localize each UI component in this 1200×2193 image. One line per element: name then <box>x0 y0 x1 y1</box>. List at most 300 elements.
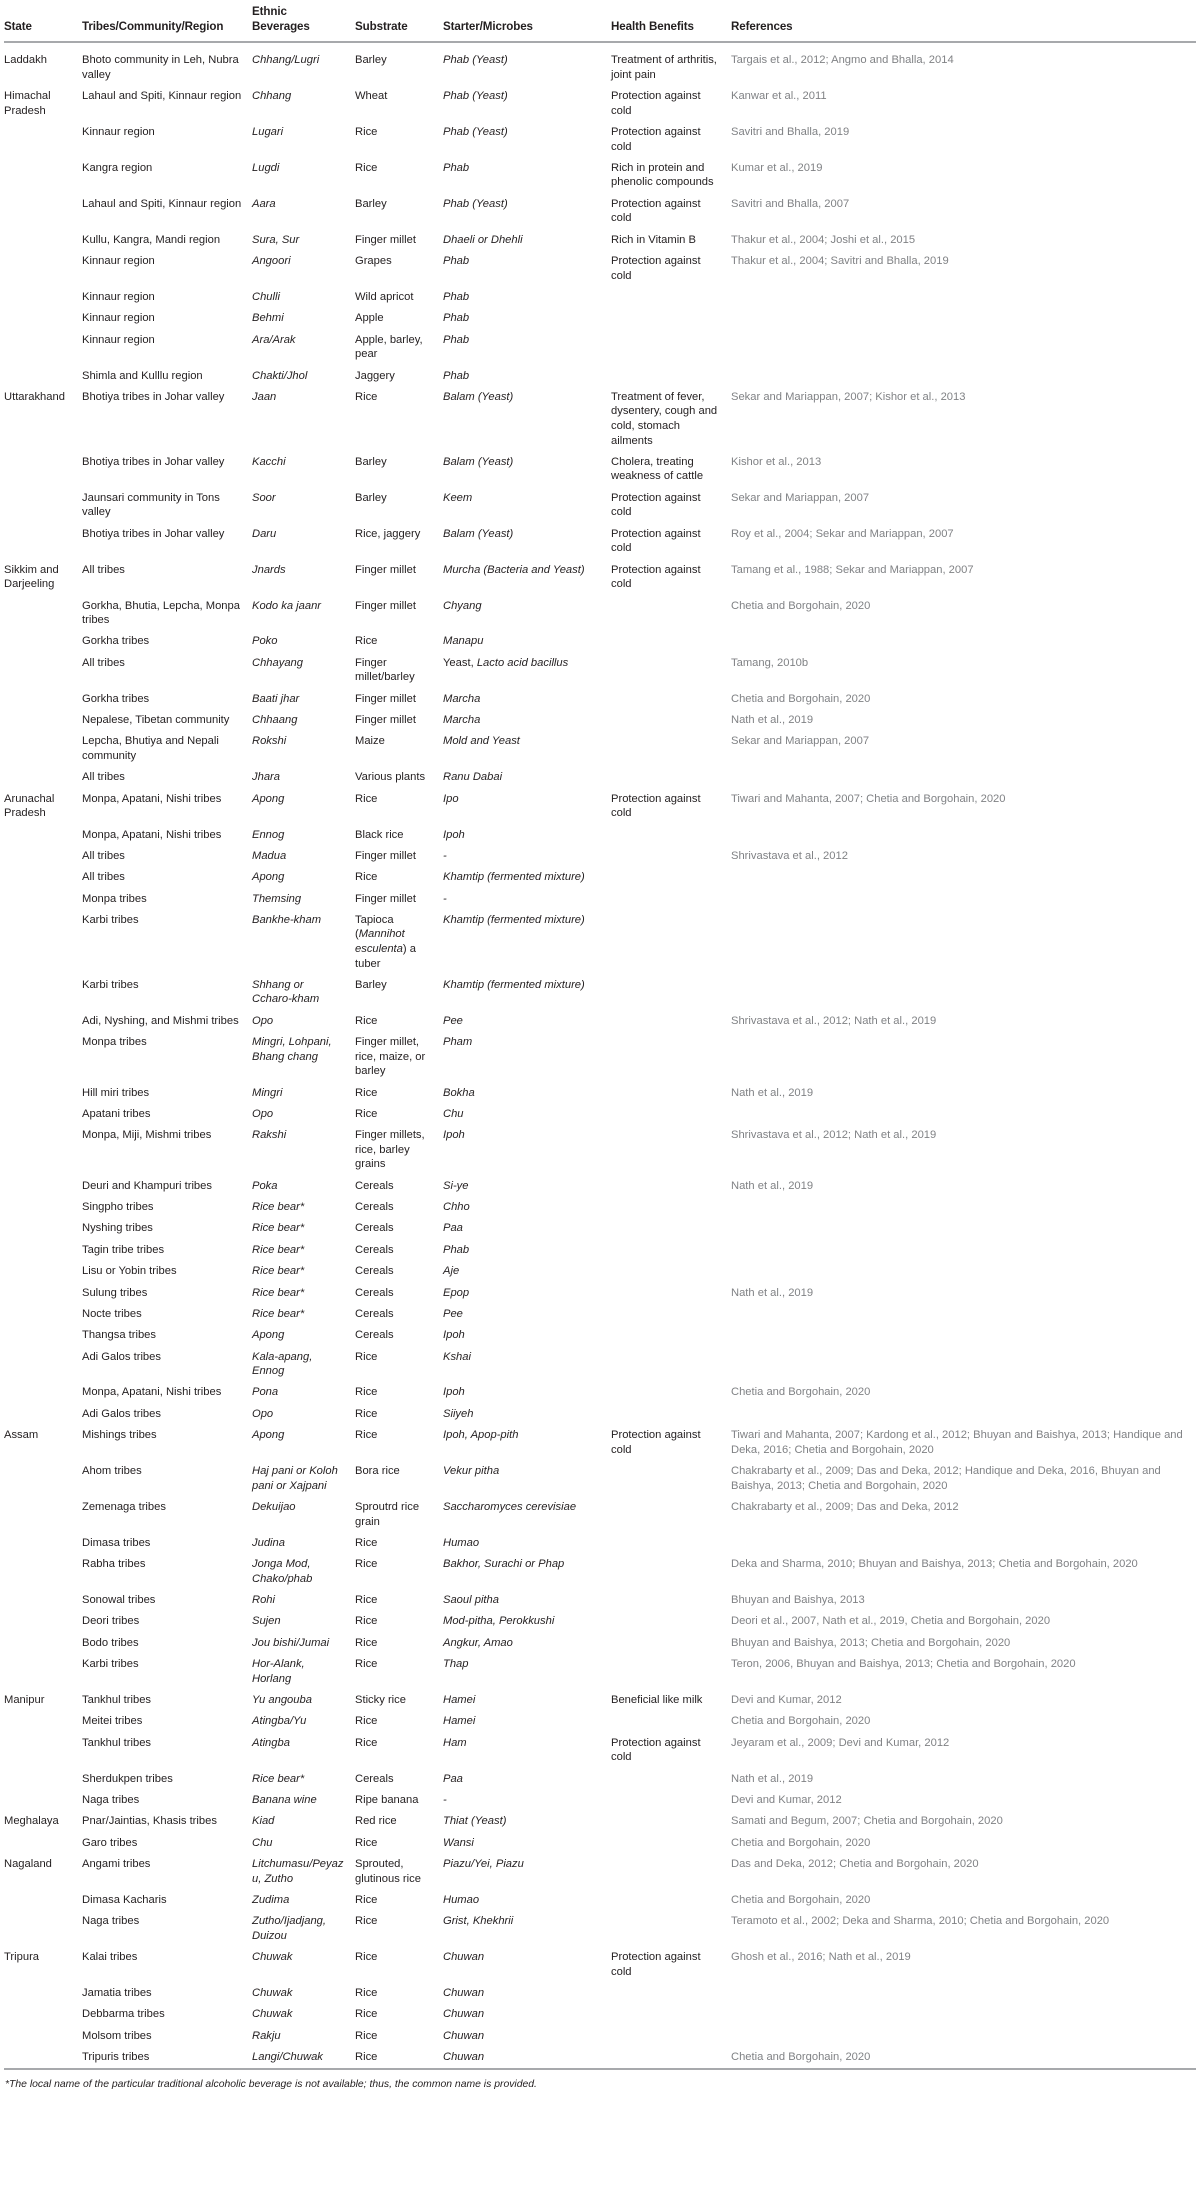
cell-state <box>4 1554 82 1590</box>
column-header-state: State <box>4 0 82 42</box>
cell-beverage: Jnards <box>252 563 286 576</box>
cell-starter: Siiyeh <box>443 1407 474 1420</box>
cell-starter: Chuwan <box>443 1987 485 2000</box>
column-header-beverages: Ethnic Beverages <box>252 0 355 42</box>
cell-tribe: Jamatia tribes <box>82 1987 152 2000</box>
table-row <box>4 1197 1196 1218</box>
cell-beverage: Rohi <box>252 1594 276 1607</box>
cell-health: Rich in protein and phenolic compounds <box>611 161 714 189</box>
cell-reference: Tiwari and Mahanta, 2007; Chetia and Borgohain, 2020 <box>731 792 1006 805</box>
cell-substrate: Sproutrd rice grain <box>355 1500 420 1528</box>
cell-substrate: Apple, barley, pear <box>355 333 423 361</box>
cell-substrate: Rice <box>355 125 378 138</box>
cell-health <box>611 1082 731 1103</box>
cell-tribe: Meitei tribes <box>82 1715 143 1728</box>
cell-beverage: Kodo ka jaanr <box>252 599 322 612</box>
cell-state: Arunachal Pradesh <box>4 792 55 820</box>
cell-state <box>4 688 82 709</box>
cell-starter: Dhaeli or Dhehli <box>443 233 523 246</box>
cell-beverage: Chakti/Jhol <box>252 369 308 382</box>
cell-tribe: Kinnaur region <box>82 312 155 325</box>
cell-starter: Balam (Yeast) <box>443 455 514 468</box>
cell-tribe: Karbi tribes <box>82 978 139 991</box>
cell-substrate: Cereals <box>355 1286 394 1299</box>
cell-starter: Phab <box>443 255 470 267</box>
cell-reference: Tamang et al., 1988; Sekar and Mariappan, 2007 <box>731 563 974 576</box>
table-row <box>4 1125 1196 1175</box>
cell-health: Protection against cold <box>611 527 701 555</box>
table-row <box>4 731 1196 767</box>
cell-substrate: Rice <box>355 1558 378 1571</box>
cell-tribe: Mishings tribes <box>82 1429 157 1442</box>
cell-substrate: Barley <box>355 455 387 468</box>
cell-reference <box>731 1218 1196 1239</box>
cell-health <box>611 1346 731 1382</box>
cell-starter: Phab (Yeast) <box>443 197 508 210</box>
cell-starter: Hamei <box>443 1694 476 1707</box>
cell-tribe: Nocte tribes <box>82 1307 142 1320</box>
cell-state <box>4 1732 82 1768</box>
cell-reference: Shrivastava et al., 2012 <box>731 849 848 862</box>
cell-health <box>611 710 731 731</box>
cell-state <box>4 631 82 652</box>
cell-starter: Phab (Yeast) <box>443 90 508 103</box>
cell-tribe: Pnar/Jaintias, Khasis tribes <box>82 1815 217 1828</box>
cell-state <box>4 523 82 559</box>
cell-substrate: Apple <box>355 312 384 325</box>
cell-health <box>611 1554 731 1590</box>
cell-substrate: Rice <box>355 1594 378 1607</box>
cell-starter: Paa <box>443 1772 463 1785</box>
cell-starter: Chuwan <box>443 1951 485 1964</box>
cell-starter: Phab <box>443 290 470 303</box>
cell-beverage: Rice bear* <box>252 1286 305 1299</box>
cell-health: Protection against cold <box>611 125 701 153</box>
cell-state <box>4 1303 82 1324</box>
cell-tribe: Tankhul tribes <box>82 1736 152 1749</box>
cell-tribe: Tripuris tribes <box>82 2051 150 2064</box>
table-row <box>4 2004 1196 2025</box>
cell-tribe: Dimasa tribes <box>82 1536 151 1549</box>
cell-substrate: Rice <box>355 1836 378 1849</box>
cell-starter: Pee <box>443 1014 463 1027</box>
table-row <box>4 1261 1196 1282</box>
cell-health <box>611 1218 731 1239</box>
cell-health <box>611 767 731 788</box>
cell-substrate: Jaggery <box>355 369 395 382</box>
cell-reference <box>731 975 1196 1011</box>
cell-state <box>4 1239 82 1260</box>
cell-tribe: Debbarma tribes <box>82 2008 165 2021</box>
cell-substrate: Ripe banana <box>355 1793 419 1806</box>
cell-reference: Bhuyan and Baishya, 2013; Chetia and Borgohain, 2020 <box>731 1636 1011 1649</box>
cell-starter: Thap <box>443 1658 469 1671</box>
cell-health <box>611 1832 731 1853</box>
cell-starter: Ipoh <box>443 828 465 841</box>
cell-reference: Shrivastava et al., 2012; Nath et al., 2019 <box>731 1014 937 1027</box>
table-row <box>4 867 1196 888</box>
table-row <box>4 1611 1196 1632</box>
table-row <box>4 845 1196 866</box>
cell-health <box>611 365 731 386</box>
cell-beverage: Zutho/Ijadjang, Duizou <box>252 1915 327 1942</box>
cell-reference: Roy et al., 2004; Sekar and Mariappan, 2007 <box>731 527 954 540</box>
cell-state <box>4 1790 82 1811</box>
cell-beverage: Rakshi <box>252 1129 287 1142</box>
cell-starter: Chu <box>443 1107 464 1120</box>
table-row <box>4 1890 1196 1911</box>
cell-state: Himachal Pradesh <box>4 90 51 117</box>
cell-substrate: Rice <box>355 1615 378 1628</box>
table-row <box>4 1811 1196 1832</box>
cell-reference: Chetia and Borgohain, 2020 <box>731 692 871 705</box>
cell-tribe: Kalai tribes <box>82 1951 138 1964</box>
table-row <box>4 42 1196 86</box>
column-header-references: References <box>731 0 1196 42</box>
cell-starter: Hamei <box>443 1715 476 1728</box>
cell-health <box>611 1325 731 1346</box>
cell-state <box>4 365 82 386</box>
table-row <box>4 652 1196 688</box>
cell-starter: Pham <box>443 1036 473 1049</box>
cell-reference: Chakrabarty et al., 2009; Das and Deka, 2012; Handique and Deka, 2016, Bhuyan and Baishya, 2013; Chetia and Borgohain, 2020 <box>731 1465 1161 1492</box>
cell-substrate: Rice <box>355 1429 378 1442</box>
cell-substrate: Cereals <box>355 1243 394 1256</box>
cell-beverage: Mingri, Lohpani, Bhang chang <box>252 1036 332 1063</box>
table-row <box>4 1832 1196 1853</box>
cell-starter: Phab <box>443 1243 470 1256</box>
cell-reference <box>731 2004 1196 2025</box>
cell-substrate: Finger millet <box>355 599 416 612</box>
cell-state <box>4 157 82 193</box>
cell-beverage: Zudima <box>252 1893 290 1906</box>
cell-reference: Chetia and Borgohain, 2020 <box>731 2051 871 2064</box>
cell-state <box>4 122 82 158</box>
cell-beverage: Kala-apang, Ennog <box>252 1350 313 1378</box>
cell-starter: Chuwan <box>443 2029 485 2042</box>
cell-health <box>611 1239 731 1260</box>
cell-substrate: Cereals <box>355 1265 394 1278</box>
cell-reference: Nath et al., 2019 <box>731 1179 814 1192</box>
cell-health <box>611 2004 731 2025</box>
cell-beverage: Atingba/Yu <box>252 1715 307 1728</box>
cell-tribe: Karbi tribes <box>82 1658 139 1671</box>
cell-starter: Thiat (Yeast) <box>443 1815 507 1828</box>
cell-reference <box>731 365 1196 386</box>
cell-state <box>4 1461 82 1497</box>
column-header-tribes: Tribes/Community/Region <box>82 0 252 42</box>
cell-health <box>611 1532 731 1553</box>
cell-starter: Phab (Yeast) <box>443 54 508 67</box>
table-row <box>4 631 1196 652</box>
cell-health <box>611 1590 731 1611</box>
cell-beverage: Apong <box>252 871 285 884</box>
cell-tribe: Lisu or Yobin tribes <box>82 1265 177 1278</box>
cell-health <box>611 1890 731 1911</box>
cell-tribe: Zemenaga tribes <box>82 1500 166 1513</box>
cell-state <box>4 1010 82 1031</box>
table-row <box>4 595 1196 631</box>
cell-tribe: Kullu, Kangra, Mandi region <box>82 233 221 246</box>
cell-reference <box>731 1197 1196 1218</box>
table-row <box>4 1239 1196 1260</box>
table-row <box>4 1403 1196 1424</box>
table-footnote: *The local name of the particular traditional alcoholic beverage is not available; thus, the common name is provided. <box>4 2069 1196 2098</box>
cell-health: Treatment of fever, dysentery, cough and cold, stomach ailments <box>611 390 718 447</box>
cell-state: Meghalaya <box>4 1815 59 1828</box>
table-row <box>4 1911 1196 1947</box>
cell-substrate: Maize <box>355 735 385 748</box>
cell-tribe: All tribes <box>82 871 125 884</box>
cell-state <box>4 710 82 731</box>
cell-tribe: All tribes <box>82 656 125 669</box>
cell-beverage: Haj pani or Koloh pani or Xajpani <box>252 1465 338 1492</box>
table-row <box>4 1947 1196 1983</box>
cell-beverage: Themsing <box>252 892 302 905</box>
cell-tribe: Naga tribes <box>82 1793 140 1806</box>
cell-substrate: Rice <box>355 1536 378 1549</box>
cell-health <box>611 1032 731 1082</box>
cell-starter: Chyang <box>443 599 482 612</box>
cell-reference: Tiwari and Mahanta, 2007; Kardong et al., 2012; Bhuyan and Baishya, 2013; Handique and Deka, 2016; Chetia and Borgohain, 2020 <box>731 1429 1183 1456</box>
table-row <box>4 1854 1196 1890</box>
table-row <box>4 1425 1196 1461</box>
cell-starter: Epop <box>443 1286 470 1299</box>
cell-starter: Balam (Yeast) <box>443 390 514 403</box>
cell-health <box>611 1303 731 1324</box>
cell-reference: Targais et al., 2012; Angmo and Bhalla, 2014 <box>731 54 954 67</box>
cell-substrate: Rice <box>355 1987 378 2000</box>
cell-tribe: Singpho tribes <box>82 1201 154 1214</box>
cell-state <box>4 1611 82 1632</box>
cell-reference <box>731 329 1196 365</box>
cell-health <box>611 308 731 329</box>
table-row <box>4 1768 1196 1789</box>
cell-reference: Shrivastava et al., 2012; Nath et al., 2019 <box>731 1129 937 1142</box>
table-row <box>4 2025 1196 2046</box>
cell-starter: Saoul pitha <box>443 1594 499 1607</box>
cell-starter: Wansi <box>443 1836 474 1849</box>
cell-health <box>611 824 731 845</box>
cell-reference <box>731 2025 1196 2046</box>
cell-beverage: Rice bear* <box>252 1201 305 1214</box>
cell-tribe: Jaunsari community in Tons valley <box>82 491 220 519</box>
cell-health <box>611 888 731 909</box>
cell-state <box>4 2047 82 2069</box>
cell-starter: Ipoh <box>443 1386 465 1399</box>
table-row <box>4 1218 1196 1239</box>
cell-substrate: Tapioca (Mannihot esculenta) a tuber <box>355 913 416 970</box>
cell-substrate: Rice <box>355 2051 378 2064</box>
cell-tribe: Adi Galos tribes <box>82 1350 161 1363</box>
cell-reference: Nath et al., 2019 <box>731 1286 814 1299</box>
cell-state <box>4 1125 82 1175</box>
cell-health <box>611 845 731 866</box>
table-row <box>4 710 1196 731</box>
cell-substrate: Finger millet, rice, maize, or barley <box>355 1036 426 1078</box>
cell-starter: Mold and Yeast <box>443 735 520 748</box>
cell-starter: Humao <box>443 1536 480 1549</box>
cell-state: Assam <box>4 1429 39 1442</box>
cell-tribe: Angami tribes <box>82 1858 151 1870</box>
cell-starter: Khamtip (fermented mixture) <box>443 913 585 926</box>
cell-reference: Kumar et al., 2019 <box>731 161 823 174</box>
cell-reference <box>731 909 1196 974</box>
cell-reference <box>731 1104 1196 1125</box>
cell-tribe: Garo tribes <box>82 1836 138 1849</box>
cell-substrate: Rice <box>355 1951 378 1964</box>
cell-substrate: Rice <box>355 1736 378 1749</box>
table-row <box>4 909 1196 974</box>
cell-tribe: Lepcha, Bhutiya and Nepali community <box>82 735 219 762</box>
cell-substrate: Finger millet <box>355 563 416 576</box>
cell-health <box>611 1611 731 1632</box>
cell-starter: Humao <box>443 1893 480 1906</box>
cell-substrate: Black rice <box>355 828 404 841</box>
cell-reference <box>731 888 1196 909</box>
cell-health: Protection against cold <box>611 1736 701 1764</box>
cell-health <box>611 1175 731 1196</box>
cell-tribe: Thangsa tribes <box>82 1329 157 1342</box>
table-row <box>4 365 1196 386</box>
cell-reference <box>731 1983 1196 2004</box>
cell-tribe: Monpa tribes <box>82 1036 147 1049</box>
cell-beverage: Jaan <box>252 390 277 403</box>
cell-beverage: Baati jhar <box>252 692 300 705</box>
table-row <box>4 523 1196 559</box>
cell-beverage: Atingba <box>252 1736 290 1749</box>
cell-substrate: Rice <box>355 1658 378 1671</box>
cell-state <box>4 1403 82 1424</box>
cell-beverage: Chhaang <box>252 714 298 726</box>
cell-starter: Paa <box>443 1222 463 1235</box>
cell-reference: Kishor et al., 2013 <box>731 455 822 468</box>
cell-beverage: Opo <box>252 1014 274 1027</box>
cell-substrate: Wild apricot <box>355 290 414 303</box>
cell-beverage: Rokshi <box>252 735 287 748</box>
table-row <box>4 122 1196 158</box>
cell-tribe: Kangra region <box>82 161 153 174</box>
cell-beverage: Mingri <box>252 1086 283 1099</box>
cell-tribe: Kinnaur region <box>82 125 155 138</box>
cell-tribe: Lahaul and Spiti, Kinnaur region <box>82 197 242 210</box>
cell-tribe: Bhotiya tribes in Johar valley <box>82 527 225 540</box>
cell-starter: Saccharomyces cerevisiae <box>443 1500 577 1513</box>
cell-reference: Devi and Kumar, 2012 <box>731 1694 842 1707</box>
cell-state <box>4 451 82 487</box>
table-row <box>4 1654 1196 1690</box>
cell-starter: Grist, Khekhrii <box>443 1915 514 1928</box>
cell-substrate: Rice <box>355 1386 378 1399</box>
cell-health <box>611 2025 731 2046</box>
cell-health <box>611 1403 731 1424</box>
cell-tribe: Monpa, Apatani, Nishi tribes <box>82 828 222 841</box>
cell-health <box>611 1983 731 2004</box>
cell-starter: Ipoh <box>443 1329 465 1342</box>
table-row <box>4 888 1196 909</box>
cell-starter: Murcha (Bacteria and Yeast) <box>443 563 585 576</box>
cell-reference <box>731 767 1196 788</box>
cell-tribe: Lahaul and Spiti, Kinnaur region <box>82 90 242 103</box>
table-row <box>4 1175 1196 1196</box>
cell-substrate: Rice <box>355 390 378 403</box>
cell-reference: Chetia and Borgohain, 2020 <box>731 599 871 612</box>
cell-beverage: Kiad <box>252 1815 275 1828</box>
cell-substrate: Cereals <box>355 1222 394 1235</box>
cell-state <box>4 767 82 788</box>
cell-substrate: Rice <box>355 1086 378 1099</box>
cell-reference: Teron, 2006, Bhuyan and Baishya, 2013; Chetia and Borgohain, 2020 <box>731 1658 1076 1671</box>
cell-health <box>611 1768 731 1789</box>
cell-substrate: Cereals <box>355 1179 394 1192</box>
cell-beverage: Lugari <box>252 125 284 138</box>
cell-tribe: Adi, Nyshing, and Mishmi tribes <box>82 1014 239 1027</box>
cell-reference: Devi and Kumar, 2012 <box>731 1793 842 1806</box>
cell-state <box>4 1082 82 1103</box>
table-row <box>4 1303 1196 1324</box>
cell-reference: Chetia and Borgohain, 2020 <box>731 1386 871 1399</box>
table-row <box>4 308 1196 329</box>
cell-tribe: Gorkha tribes <box>82 692 150 705</box>
cell-state <box>4 287 82 308</box>
cell-health <box>611 1811 731 1832</box>
cell-beverage: Ara/Arak <box>252 333 296 346</box>
cell-substrate: Rice <box>355 1407 378 1420</box>
cell-tribe: Bhoto community in Leh, Nubra valley <box>82 54 239 81</box>
cell-health <box>611 1711 731 1732</box>
cell-state <box>4 329 82 365</box>
cell-starter: - <box>443 849 447 862</box>
cell-starter: Ipo <box>443 792 459 805</box>
cell-starter: Phab <box>443 333 470 346</box>
cell-beverage: Bankhe-kham <box>252 913 322 926</box>
cell-tribe: Shimla and Kulllu region <box>82 369 203 382</box>
cell-reference <box>731 1303 1196 1324</box>
cell-state <box>4 2004 82 2025</box>
cell-state: Laddakh <box>4 54 47 67</box>
cell-starter: Ham <box>443 1736 467 1749</box>
cell-state <box>4 1711 82 1732</box>
cell-health: Treatment of arthritis, joint pain <box>611 54 717 81</box>
cell-state <box>4 193 82 229</box>
cell-beverage: Opo <box>252 1107 274 1120</box>
cell-starter: Mod-pitha, Perokkushi <box>443 1615 555 1628</box>
cell-health <box>611 1125 731 1175</box>
cell-reference: Chetia and Borgohain, 2020 <box>731 1836 871 1849</box>
cell-state <box>4 824 82 845</box>
table-row <box>4 1554 1196 1590</box>
cell-tribe: Sherdukpen tribes <box>82 1772 173 1785</box>
table-row <box>4 1732 1196 1768</box>
cell-health <box>611 1911 731 1947</box>
cell-starter: Ipoh <box>443 1129 465 1142</box>
cell-tribe: Monpa, Apatani, Nishi tribes <box>82 792 222 805</box>
cell-substrate: Rice <box>355 871 378 884</box>
table-row <box>4 1282 1196 1303</box>
cell-substrate: Cereals <box>355 1329 394 1342</box>
table-row <box>4 1032 1196 1082</box>
cell-tribe: Bodo tribes <box>82 1636 139 1649</box>
cell-substrate: Cereals <box>355 1307 394 1320</box>
table-row <box>4 1104 1196 1125</box>
cell-substrate: Grapes <box>355 255 392 267</box>
cell-tribe: All tribes <box>82 849 125 862</box>
cell-beverage: Judina <box>252 1536 285 1549</box>
cell-beverage: Apong <box>252 1429 285 1442</box>
table-row <box>4 1461 1196 1497</box>
table-row <box>4 824 1196 845</box>
cell-state <box>4 1590 82 1611</box>
